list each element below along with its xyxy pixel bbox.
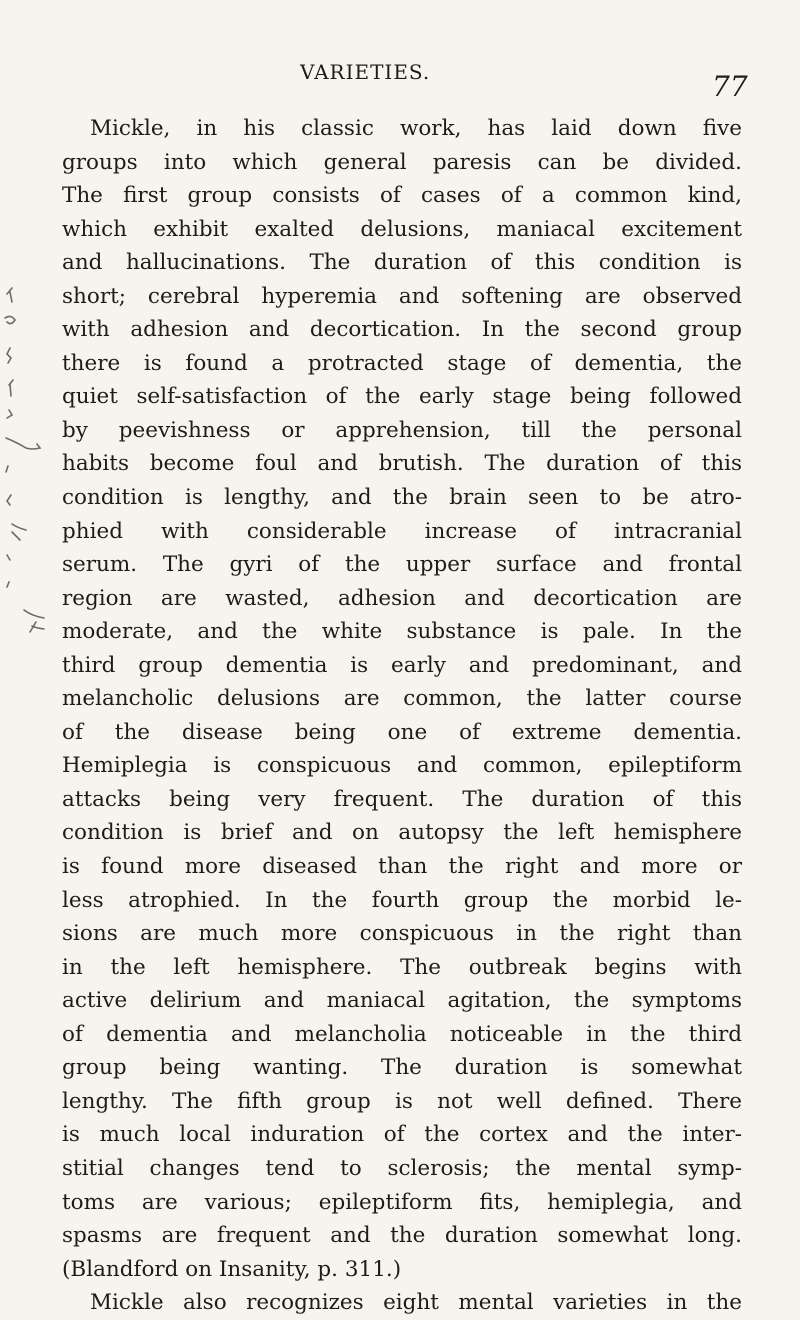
text-line: less atrophied. In the fourth group the morbid le- — [62, 887, 742, 913]
text-line: habits become foul and brutish. The duration of this — [62, 451, 742, 477]
margin-pencil-marks — [0, 270, 70, 790]
text-line: lengthy. The fifth group is not well defined. There — [62, 1088, 742, 1114]
text-line: of dementia and melancholia noticeable in the third — [62, 1021, 742, 1047]
running-head-title: VARIETIES. — [300, 60, 431, 84]
text-line: spasms are frequent and the duration somewhat long. — [62, 1223, 742, 1249]
text-line: in the left hemisphere. The outbreak begins with — [62, 954, 742, 980]
text-line: short; cerebral hyperemia and softening are observed — [62, 283, 742, 309]
text-line: of the disease being one of extreme dementia. — [62, 719, 742, 745]
text-line: condition is lengthy, and the brain seen to be atro- — [62, 485, 742, 511]
text-line: region are wasted, adhesion and decortication are — [62, 585, 742, 611]
text-line: quiet self-satisfaction of the early stage being followed — [62, 384, 742, 410]
text-line: sions are much more conspicuous in the right than — [62, 921, 742, 947]
text-line: is much local induration of the cortex and the inter- — [62, 1122, 742, 1148]
text-line: moderate, and the white substance is pale. In the — [62, 619, 742, 645]
text-line: Mickle also recognizes eight mental varieties in the — [90, 1290, 742, 1316]
text-line: toms are various; epileptiform fits, hemiplegia, and — [62, 1189, 742, 1215]
text-line: serum. The gyri of the upper surface and frontal — [62, 552, 742, 578]
citation-line: (Blandford on Insanity, p. 311.) — [62, 1256, 402, 1282]
text-line: stitial changes tend to sclerosis; the mental symp- — [62, 1155, 742, 1181]
text-line: active delirium and maniacal agitation, the symptoms — [62, 988, 742, 1014]
text-line: attacks being very frequent. The duration of this — [62, 786, 742, 812]
text-line: The first group consists of cases of a common kind, — [62, 183, 742, 209]
text-line: which exhibit exalted delusions, maniacal excitement — [62, 216, 742, 242]
text-line: is found more diseased than the right and more or — [62, 854, 742, 880]
text-line: condition is brief and on autopsy the left hemisphere — [62, 820, 742, 846]
text-line: by peevishness or apprehension, till the personal — [62, 417, 742, 443]
text-line: Mickle, in his classic work, has laid down five — [90, 116, 742, 141]
text-line: third group dementia is early and predominant, and — [62, 652, 742, 678]
text-line: groups into which general paresis can be divided. — [62, 149, 742, 175]
text-line: group being wanting. The duration is somewhat — [62, 1055, 742, 1081]
body-text — [62, 112, 742, 1320]
text-line: and hallucinations. The duration of this condition is — [62, 250, 742, 276]
text-line: melancholic delusions are common, the latter course — [62, 686, 742, 712]
text-line: there is found a protracted stage of dementia, the — [62, 350, 742, 376]
text-line: phied with considerable increase of intracranial — [62, 518, 742, 544]
text-line: Hemiplegia is conspicuous and common, epileptiform — [62, 753, 742, 779]
text-line: with adhesion and decortication. In the second group — [62, 317, 742, 343]
page-number: 77 — [712, 70, 748, 103]
